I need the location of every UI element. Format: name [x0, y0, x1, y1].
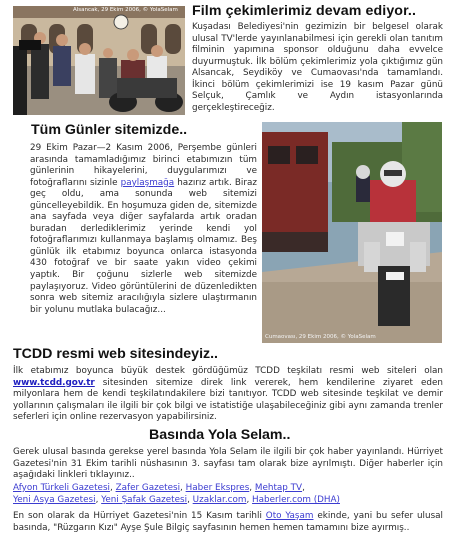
press-link-yeni-safak[interactable]: Yeni Şafak Gazetesi: [101, 495, 188, 505]
paragraph-text: İlk etabımız boyunca büyük destek gördüğümüz TCDD teşkilatı resmi web siteleri olan: [13, 366, 443, 376]
press-link-zafer[interactable]: Zafer Gazetesi: [115, 483, 181, 493]
paragraph-text: hazırız artık. Biraz geç oldu, ama sonunda web sitemizi güncelleyebildik. En hoşumuza giden de, sitemizde ana sayfada veya diğer sayfalarda artık oradan buradan derlediklerimiz yerinde kendi yol fotoğraflarımızı kullanmaya başlamış olmamız. Beş günlük ilk etabımız boyunca onlarca istasyonda 430 fotoğraf ve bir saate yakın video çekimi yaptık. Bir çoğunu sizlerle web sitemizde paylaşıyoruz. Video görüntülerini de düzenledikten sonra web sitemiz aracılığıyla sizlere ulaştırmanın bir yolunu mutlaka bulacağız...: [30, 177, 257, 315]
section-title-all-days: Tüm Günler sitemizde..: [31, 122, 188, 138]
section-title-press: Basında Yola Selam..: [149, 427, 291, 443]
section-title-tcdd: TCDD resmi web sitesindeyiz..: [13, 346, 218, 362]
motorbike-image: [262, 122, 442, 343]
section-paragraph-tcdd: [13, 366, 443, 424]
press-link-afyon-turkeli[interactable]: Afyon Türkeli Gazetesi: [13, 483, 110, 493]
tcdd-website-link[interactable]: www.tcdd.gov.tr: [13, 377, 95, 388]
paragraph-text: ekinde, yani bu sefer ulusal basında, "Rüzgarın Kızı" Ayşe Şule Bilgiç sayfasının hemen hemen tamamını bize ayırmış..: [13, 511, 443, 533]
paragraph-text: 29 Ekim Pazar—2 Kasım 2006, Perşembe günleri arasında tamamladığımız birinci etabımızın tüm günlerinin hikayelerini, duygularımızı ve fotoğraflarını sizinle: [30, 143, 257, 188]
press-link-mehtap-tv[interactable]: Mehtap TV: [254, 483, 303, 493]
share-link[interactable]: paylaşmağa: [120, 177, 175, 188]
paragraph-text: sitesinden sitemize direk link vererek, hem kendilerine ziyaret eden milyonlara hem de kendi teşkilatındakilere bizi tanıtıyor. TCDD web sitesinde teşkilat ve demir yollarının çalışmaları ile ilgili bir çok bilgi ve istatistiğe ulaşabileceğiniz gibi aynı zamanda trenler seferleri için online rezervasyon yapabilirsiniz.: [13, 377, 443, 423]
photo-caption: Cumaovası, 29 Ekim 2006, © YolaSelam: [265, 334, 376, 340]
press-link-yeni-asya[interactable]: Yeni Asya Gazetesi: [13, 495, 96, 505]
press-links-row-1: Afyon Türkeli Gazetesi, Zafer Gazetesi, Haber Ekspres, Mehtap TV,: [13, 483, 305, 493]
press-link-haberler-dha[interactable]: Haberler.com (DHA): [252, 495, 340, 505]
press-link-uzaklar[interactable]: Uzaklar.com: [192, 495, 247, 505]
paragraph-text: En son olarak da Hürriyet Gazetesi'nin 15 Kasım tarihli: [13, 511, 266, 521]
section-paragraph-press-intro: Gerek ulusal basında gerekse yerel basında Yola Selam ile ilgili bir çok haber yayınlandı. Hürriyet Gazetesi'nin 31 Ekim tarihli nüshasının 3. sayfası tam olarak bize ayrılmıştı. Diğer haberler için aşağıdaki linkleri tıklayınız..: [13, 447, 443, 481]
section-paragraph-all-days: [30, 143, 257, 316]
section-paragraph-press-outro: [13, 511, 443, 534]
press-links-row-2: Yeni Asya Gazetesi, Yeni Şafak Gazetesi, Uzaklar.com, Haberler.com (DHA): [13, 495, 340, 505]
motorbike-photo: [262, 122, 442, 343]
section-title-film: Film çekimlerimiz devam ediyor..: [192, 3, 416, 19]
photo-caption: Alsancak, 29 Ekim 2006, © YolaSelam: [73, 7, 178, 13]
station-group-photo: [13, 6, 185, 115]
oto-yasam-link[interactable]: Oto Yaşam: [265, 511, 314, 521]
section-paragraph-film: Kuşadası Belediyesi'nin gezimizin bir belgesel olarak ulusal TV'lerde yayınlanabilmesi için gerekli olan tanıtım filminin yapımına sponsor olduğunu daha evvelce duyurmuştuk. İlk bölüm çekimlerimiz yola çıktığımız gün Alsancak, Seydiköy ve Cumaovası'nda tamamlandı. İkinci bölüm çekimlerimizi ise 19 kasım Pazar günü Selçuk, Çamlık ve Aydın istasyonlarında gerçekleştireceğiz.: [192, 22, 443, 113]
station-group-image: [13, 6, 185, 115]
press-link-haber-ekspres[interactable]: Haber Ekspres: [185, 483, 250, 493]
